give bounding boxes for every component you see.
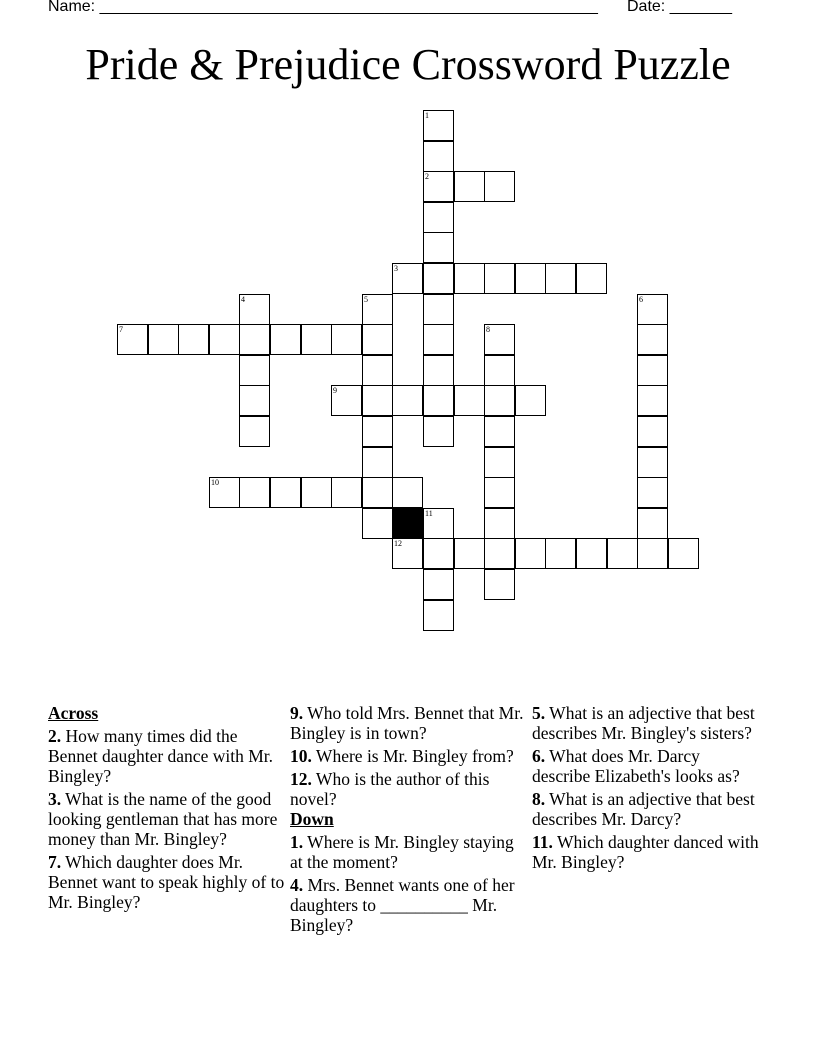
grid-cell[interactable]	[423, 232, 454, 263]
clue-number: 11	[425, 509, 433, 518]
clue-down-5: 5. What is an adjective that best describes Mr. Bingley's sisters?	[532, 703, 755, 743]
date-field[interactable]: Date: _______	[627, 0, 732, 15]
grid-cell[interactable]	[239, 294, 270, 325]
grid-cell[interactable]	[270, 324, 301, 355]
grid-cell[interactable]	[423, 569, 454, 600]
grid-cell[interactable]	[484, 324, 515, 355]
name-field[interactable]: Name: ________________________________________________________	[48, 0, 598, 15]
clue-across-2: 2. How many times did the Bennet daughter dance with Mr. Bingley?	[48, 726, 274, 786]
clues-column-2	[290, 703, 530, 938]
clue-number: 6	[639, 295, 643, 304]
grid-cell[interactable]	[239, 385, 270, 416]
grid-cell[interactable]	[637, 324, 668, 355]
grid-cell[interactable]	[637, 355, 668, 386]
grid-cell[interactable]	[362, 416, 393, 447]
grid-cell[interactable]	[270, 477, 301, 508]
grid-cell[interactable]	[637, 416, 668, 447]
grid-cell[interactable]	[423, 355, 454, 386]
grid-cell[interactable]	[362, 324, 393, 355]
grid-cell[interactable]	[239, 324, 270, 355]
grid-cell[interactable]	[637, 477, 668, 508]
grid-cell[interactable]	[454, 385, 485, 416]
grid-cell[interactable]	[576, 538, 607, 569]
grid-cell[interactable]	[484, 385, 515, 416]
clue-number: 2	[425, 172, 429, 181]
grid-cell[interactable]	[515, 263, 546, 294]
grid-cell-black	[392, 508, 423, 539]
grid-cell[interactable]	[362, 447, 393, 478]
grid-cell[interactable]	[423, 263, 454, 294]
grid-cell[interactable]	[637, 294, 668, 325]
grid-cell[interactable]	[484, 263, 515, 294]
grid-cell[interactable]	[423, 600, 454, 631]
grid-cell[interactable]	[423, 110, 454, 141]
grid-cell[interactable]	[637, 538, 668, 569]
clue-down-11: 11. Which daughter danced with Mr. Bingley?	[532, 832, 759, 872]
grid-cell[interactable]	[454, 171, 485, 202]
grid-cell[interactable]	[117, 324, 148, 355]
grid-cell[interactable]	[392, 538, 423, 569]
clue-down-1: 1. Where is Mr. Bingley staying at the moment?	[290, 832, 514, 872]
clue-number: 8	[486, 325, 490, 334]
grid-cell[interactable]	[301, 477, 332, 508]
grid-cell[interactable]	[178, 324, 209, 355]
clue-down-4: 4. Mrs. Bennet wants one of her daughters to __________ Mr. Bingley?	[290, 875, 515, 935]
grid-cell[interactable]	[239, 477, 270, 508]
grid-cell[interactable]	[423, 171, 454, 202]
grid-cell[interactable]	[484, 447, 515, 478]
grid-cell[interactable]	[484, 416, 515, 447]
grid-cell[interactable]	[362, 508, 393, 539]
grid-cell[interactable]	[209, 324, 240, 355]
clue-number: 1	[425, 111, 429, 120]
grid-cell[interactable]	[484, 477, 515, 508]
down-heading: Down	[290, 809, 334, 829]
grid-cell[interactable]	[576, 263, 607, 294]
clue-number: 4	[241, 295, 245, 304]
grid-cell[interactable]	[423, 416, 454, 447]
grid-cell[interactable]	[545, 263, 576, 294]
grid-cell[interactable]	[423, 324, 454, 355]
grid-cell[interactable]	[454, 538, 485, 569]
grid-cell[interactable]	[148, 324, 179, 355]
clue-number: 7	[119, 325, 123, 334]
grid-cell[interactable]	[423, 538, 454, 569]
grid-cell[interactable]	[607, 538, 638, 569]
clue-number: 3	[394, 264, 398, 273]
clue-number: 12	[394, 539, 402, 548]
grid-cell[interactable]	[392, 385, 423, 416]
grid-cell[interactable]	[484, 538, 515, 569]
grid-cell[interactable]	[362, 355, 393, 386]
grid-cell[interactable]	[423, 141, 454, 172]
grid-cell[interactable]	[331, 385, 362, 416]
grid-cell[interactable]	[423, 202, 454, 233]
grid-cell[interactable]	[362, 294, 393, 325]
grid-cell[interactable]	[484, 508, 515, 539]
clue-across-12: 12. Who is the author of this novel?	[290, 769, 490, 809]
grid-cell[interactable]	[423, 385, 454, 416]
clue-across-7: 7. Which daughter does Mr. Bennet want to speak highly of to Mr. Bingley?	[48, 852, 285, 912]
clues-column-3	[532, 703, 762, 875]
grid-cell[interactable]	[331, 324, 362, 355]
grid-cell[interactable]	[484, 355, 515, 386]
grid-cell[interactable]	[545, 538, 576, 569]
clue-number: 9	[333, 386, 337, 395]
clue-across-3: 3. What is the name of the good looking gentleman that has more money than Mr. Bingley?	[48, 789, 278, 849]
clue-down-8: 8. What is an adjective that best describes Mr. Darcy?	[532, 789, 755, 829]
grid-cell[interactable]	[331, 477, 362, 508]
grid-cell[interactable]	[637, 447, 668, 478]
grid-cell[interactable]	[362, 477, 393, 508]
grid-cell[interactable]	[209, 477, 240, 508]
grid-cell[interactable]	[301, 324, 332, 355]
clues-column-1	[48, 703, 286, 915]
grid-cell[interactable]	[362, 385, 393, 416]
grid-cell[interactable]	[515, 385, 546, 416]
across-heading: Across	[48, 703, 99, 723]
grid-cell[interactable]	[454, 263, 485, 294]
grid-cell[interactable]	[484, 171, 515, 202]
grid-cell[interactable]	[515, 538, 546, 569]
grid-cell[interactable]	[392, 263, 423, 294]
page-title: Pride & Prejudice Crossword Puzzle	[85, 40, 731, 89]
grid-cell[interactable]	[392, 477, 423, 508]
clue-across-9: 9. Who told Mrs. Bennet that Mr. Bingley is in town?	[290, 703, 524, 743]
grid-cell[interactable]	[484, 569, 515, 600]
grid-cell[interactable]	[668, 538, 699, 569]
grid-cell[interactable]	[239, 355, 270, 386]
clue-number: 5	[364, 295, 368, 304]
grid-cell[interactable]	[637, 508, 668, 539]
grid-cell[interactable]	[239, 416, 270, 447]
grid-cell[interactable]	[423, 508, 454, 539]
grid-cell[interactable]	[423, 294, 454, 325]
clue-across-10: 10. Where is Mr. Bingley from?	[290, 746, 514, 766]
clue-down-6: 6. What does Mr. Darcy describe Elizabeth's looks as?	[532, 746, 740, 786]
clue-number: 10	[211, 478, 219, 487]
grid-cell[interactable]	[637, 385, 668, 416]
